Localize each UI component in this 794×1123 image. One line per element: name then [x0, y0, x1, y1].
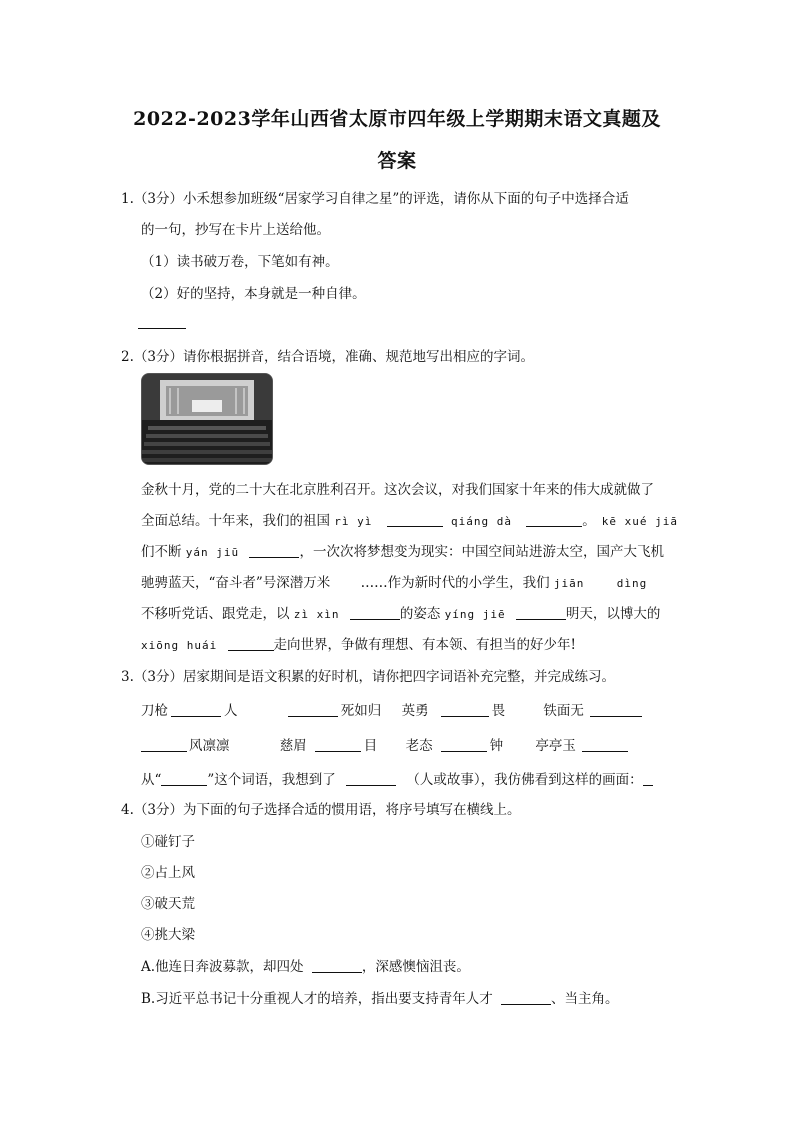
pinyin-jian: jiān [553, 577, 585, 590]
q3-practice [141, 768, 653, 788]
pinyin-yingjie: yíng jiē [444, 608, 506, 621]
idiom-part: 死如归 [340, 703, 382, 719]
q2-passage-line-2: 全面总结。十年来，我们的祖国 rì yì qiáng dà 。 kē xué jiā [141, 513, 679, 529]
answer-blank [350, 606, 400, 621]
q3-text: 从“ [141, 772, 162, 788]
q4-text: ，深感懊恼沮丧。 [361, 959, 470, 975]
q2-text: ……作为新时代的小学生，我们 [360, 575, 550, 591]
idiom-part: 老态 [405, 738, 433, 754]
idiom-part: 目 [363, 738, 378, 754]
q2-passage-line-3 [141, 540, 664, 560]
q2-passage-line-6 [141, 633, 576, 653]
answer-blank [643, 772, 653, 787]
answer-blank [441, 703, 489, 718]
pinyin-yanjiu: yán jiū [185, 546, 240, 559]
q4-option-3: ③破天荒 [141, 896, 195, 912]
answer-blank [315, 738, 361, 753]
q2-passage-line-1: 金秋十月，党的二十大在北京胜利召开。这次会议，对我们国家十年来的伟大成就做了 [141, 482, 654, 498]
idiom-part: 亭亭玉 [535, 738, 576, 754]
q4-option-2: ②占上风 [141, 865, 195, 881]
q2-passage-line-4 [141, 571, 647, 591]
answer-blank [249, 544, 299, 559]
pinyin-qiangda: qiáng dà [451, 515, 512, 528]
q1-option-2: （2）好的坚持，本身就是一种自律。 [141, 286, 366, 302]
idiom-part: 钟 [489, 738, 504, 754]
answer-blank [161, 772, 207, 787]
q1-answer-blank [138, 314, 186, 331]
q4-text: 、当主角。 [551, 991, 619, 1007]
q1-stem: 1.（3分）小禾想参加班级“居家学习自律之星”的评选，请你从下面的句子中选择合适 [121, 191, 629, 207]
answer-blank [526, 513, 582, 528]
answer-blank [582, 738, 628, 753]
answer-blank [590, 703, 642, 718]
q4-sentence-a [141, 955, 470, 975]
document-title-continued: 答案 [377, 150, 417, 172]
answer-blank [387, 513, 443, 528]
answer-blank [171, 703, 221, 718]
q3-idioms-row-2 [141, 734, 628, 754]
answer-blank [312, 959, 362, 974]
q2-text: 走向世界，争做有理想、有本领、有担当的好少年! [273, 637, 576, 653]
pinyin-ding: dìng [616, 577, 648, 590]
q2-text: 不移听党话、跟党走，以 [141, 606, 290, 622]
answer-blank [346, 772, 396, 787]
q2-passage-line-5 [141, 602, 660, 622]
answer-blank [141, 738, 187, 753]
idiom-part: 人 [224, 703, 238, 719]
q1-stem-cont: 的一句，抄写在卡片上送给他。 [141, 222, 330, 238]
idiom-part: 风凛凛 [189, 738, 230, 754]
pinyin-zixin: zì xìn [293, 608, 340, 621]
q4-option-1: ①碰钉子 [141, 834, 195, 850]
q2-text: 全面总结。十年来，我们的祖国 [141, 513, 330, 529]
q3-stem: 3.（3分）居家期间是语文积累的好时机，请你把四字词语补充完整，并完成练习。 [121, 669, 615, 685]
q4-text: A.他连日奔波募款，却四处 [141, 959, 304, 975]
answer-blank [288, 703, 338, 718]
answer-blank [501, 991, 551, 1006]
q2-text: 驰骋蓝天，“奋斗者”号深潜万米 [141, 575, 331, 591]
q2-text: ，一次次将梦想变为现实：中国空间站进游太空，国产大飞机 [299, 544, 664, 560]
answer-blank [228, 637, 274, 652]
idiom-part: 慈眉 [279, 738, 307, 754]
q4-option-4: ④挑大梁 [141, 927, 195, 943]
pinyin-kexuejia: kē xué jiā [601, 515, 679, 528]
q3-text: （人或故事），我仿佛看到这样的画面： [406, 772, 643, 788]
q4-text: B.习近平总书记十分重视人才的培养，指出要支持青年人才 [141, 991, 493, 1007]
idiom-part: 铁面无 [543, 703, 584, 719]
idiom-part: 刀枪 [141, 703, 168, 719]
q3-text: ”这个词语，我想到了 [207, 772, 336, 788]
answer-blank [516, 606, 566, 621]
answer-blank [441, 738, 487, 753]
pinyin-xionghuai: xiōng huái [141, 639, 218, 652]
idiom-part: 畏 [491, 703, 506, 719]
q2-text: 的姿态 [399, 606, 441, 622]
document-title: 2022-2023学年山西省太原市四年级上学期期末语文真题及 [133, 108, 661, 130]
q3-idioms-row-1 [141, 699, 642, 719]
q2-stem: 2.（3分）请你根据拼音，结合语境，准确、规范地写出相应的字词。 [121, 349, 534, 365]
conference-hall-photo [141, 373, 273, 465]
pinyin-riyi: rì yì [334, 515, 373, 528]
q2-text: 们不断 [141, 544, 182, 560]
q2-text: 明天，以博大的 [565, 606, 661, 622]
q1-option-1: （1）读书破万卷，下笔如有神。 [141, 254, 339, 270]
q4-stem: 4.（3分）为下面的句子选择合适的惯用语，将序号填写在横线上。 [121, 802, 521, 818]
q4-sentence-b [141, 987, 619, 1007]
idiom-part: 英勇 [401, 703, 429, 719]
